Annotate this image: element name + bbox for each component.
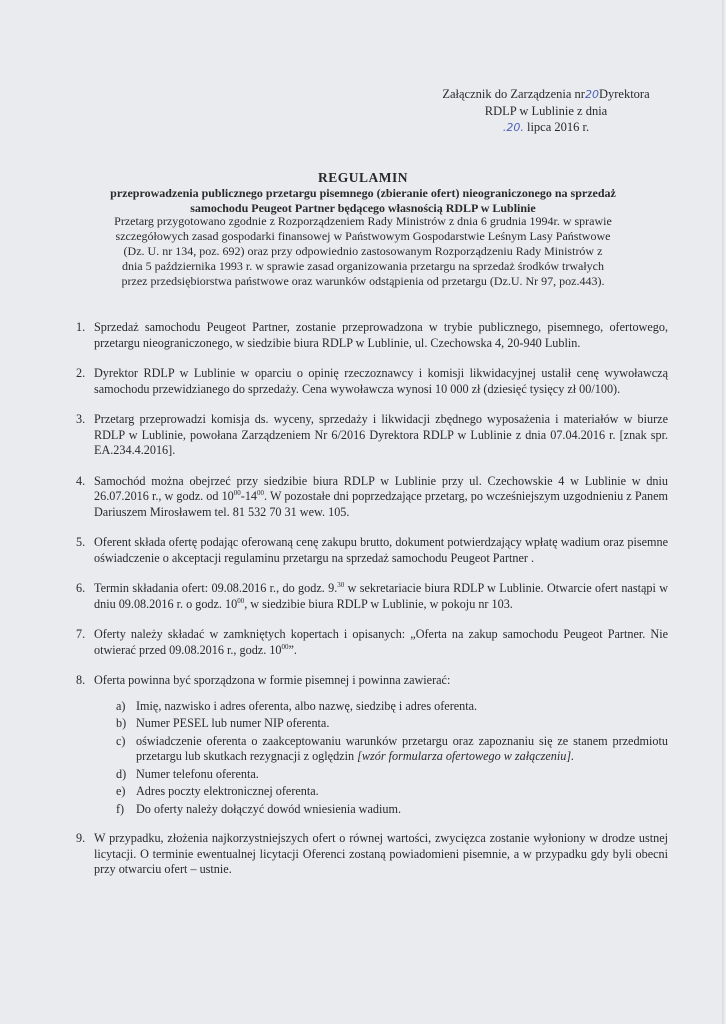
sub-item: a) Imię, nazwisko i adres oferenta, albo nazwę, siedzibę i adres oferenta.: [116, 698, 478, 713]
document-title: REGULAMIN: [317, 170, 408, 185]
attachment-header: [426, 86, 666, 136]
sub-item: b) Numer PESEL lub numer NIP oferenta.: [116, 716, 330, 730]
document-subtitle: przeprowadzenia publicznego przetargu pisemnego (zbieranie ofert) nieograniczonego na sprzedaż samochodu Peugeot Partner będącego własnością RDLP w Lublinie: [110, 186, 616, 215]
handwritten-number: 20: [584, 88, 599, 101]
page-edge: [722, 0, 726, 1024]
list-item: 3. Przetarg przeprowadzi komisja ds. wyceny, sprzedaży i likwidacji zbędnego wyposażenia i materiałów w biurze RDLP w Lublinie, powołana Zarządzeniem Nr 6/2016 Dyrektora RDLP w Lublinie z dnia 07.04.2016 r. [znak spr. EA.234.4.2016].: [76, 412, 668, 457]
document-intro: Przetarg przygotowano zgodnie z Rozporządzeniem Rady Ministrów z dnia 6 grudnia 1994r. w sprawie szczegółowych zasad gospodarki finansowej w Państwowym Gospodarstwie Leśnym Lasy Państwowe (Dz. U. nr 134, poz. 692) oraz przy odpowiednio zastosowanym Rozporządzeniu Rady Ministrów z dnia 5 października 1993 r. w sprawie zasad organizowania przetargu na sprzedaż środków trwałych przez przedsiębiorstwa państwowe oraz warunków odstąpienia od przetargu (Dz.U. Nr 97, poz.443).: [114, 214, 612, 288]
list-item: 2. Dyrektor RDLP w Lublinie w oparciu o opinię rzeczoznawcy i komisji likwidacyjnej ustalił cenę wywoławczą samochodu przewidzianego do sprzedaży. Cena wywoławcza wynosi 10 000 zł (dziesięć tysięcy zł 00/100).: [76, 366, 668, 396]
list-item: 5. Oferent składa ofertę podając oferowaną cenę zakupu brutto, dokument potwierdzający wpłatę wadium oraz pisemne oświadczenie o akceptacji regulaminu przetargu na sprzedaż samochodu Peugeot Partner .: [76, 535, 668, 565]
header-line-2: RDLP w Lublinie z dnia: [484, 104, 608, 118]
list-item: 9. W przypadku, złożenia najkorzystniejszych ofert o równej wartości, zwycięzca zostanie wyłoniony w drodze ustnej licytacji. O terminie ewentualnej licytacji Oferenci zostaną powiadomieni pisemnie, a w przypadku gdy byli obecni przy otwarciu ofert – ustnie.: [76, 831, 668, 876]
list-item: 1. Sprzedaż samochodu Peugeot Partner, zostanie przeprowadzona w trybie publicznego, pisemnego, ofertowego, przetargu nieograniczonego, w siedzibie biura RDLP w Lublinie, ul. Czechowska 4, 20-940 Lublin.: [76, 320, 668, 350]
header-line-1: Załącznik do Zarządzenia nr20Dyrektora: [442, 87, 650, 101]
list-item: 8. Oferta powinna być sporządzona w formie pisemnej i powinna zawierać:: [76, 673, 451, 687]
sub-list: [76, 699, 668, 818]
list-item: 4. Samochód można obejrzeć przy siedzibie biura RDLP w Lublinie przy ul. Czechowskie 4 w Lublinie w dniu 26.07.2016 r., w godz. od $10^{00}-14^{00}$. W pozostałe dni poprzedzające przetarg, po wcześniejszym uzgodnieniu z Panem Dariuszem Mirosławem tel. 81 532 70 31 wew. 105.: [76, 473, 668, 519]
sub-item: d) Numer telefonu oferenta.: [116, 766, 259, 781]
sub-item: f) Do oferty należy dołączyć dowód wniesienia wadium.: [116, 801, 401, 816]
sub-item: c) oświadczenie oferenta o zaakceptowaniu warunków przetargu oraz zapoznaniu się ze stanem przedmiotu przetargu lub skutkach rezygnacji z oględzin [wzór formularza ofertowego w załączeniu].: [116, 733, 668, 763]
header-line-3: .20. lipca 2016 r.: [502, 120, 590, 134]
handwritten-day: .20.: [502, 121, 524, 134]
list-item: 6. Termin składania ofert: 09.08.2016 r., do godz. 9.30 w sekretariacie biura RDLP w Lublinie. Otwarcie ofert nastąpi w dniu 09.08.2016 r. o godz. $10^{00}$, w siedzibie biura RDLP w Lublinie, w pokoju nr 103.: [76, 580, 668, 611]
sub-item: e) Adres poczty elektronicznej oferenta.: [116, 784, 319, 798]
regulation-items: [76, 320, 668, 878]
list-item: 7. Oferty należy składać w zamkniętych kopertach i opisanych: „Oferta na zakup samochodu Peugeot Partner. Nie otwierać przed 09.08.2016 r., godz. $10^{00}$”.: [76, 627, 668, 657]
